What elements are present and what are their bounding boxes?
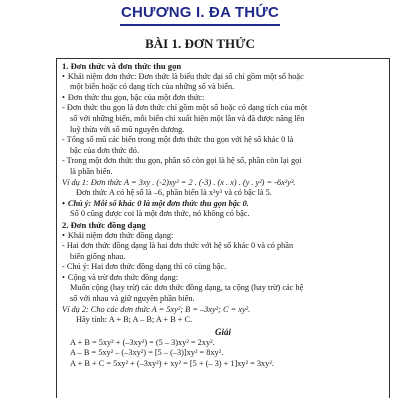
solution-line: A – B = 5xy² – (–3xy²) = [5 – (–3)]xy² = 8xy². bbox=[70, 348, 224, 358]
text-line: - Đơn thức thu gọn là đơn thức chỉ gồm một số hoặc có dạng tích của một bbox=[62, 103, 308, 113]
text-line: một biến hoặc có dạng tích của những số và biến. bbox=[70, 82, 235, 92]
note-line: • Chú ý: Mỗi số khác 0 là một đơn thức thu gọn bậc 0. bbox=[62, 199, 384, 210]
example-2: Ví dụ 2: Cho các đơn thức A = 5xy²; B = –3xy²; C = xy². bbox=[62, 304, 251, 314]
text-line: • Khái niệm đơn thức đồng dạng: bbox=[62, 231, 384, 242]
text-line: - Tổng số mũ các biến trong một đơn thức thu gọn với hệ số khác 0 là bbox=[62, 135, 294, 145]
text-line: bậc của đơn thức đó. bbox=[70, 145, 140, 155]
text-line: số với những biến, mỗi biến chỉ xuất hiện một lần và đã được nâng lên bbox=[70, 113, 305, 123]
text-line: Đơn thức A có hệ số là –6, phần biến là x²y³ và có bậc là 5. bbox=[76, 188, 272, 198]
chapter-title: CHƯƠNG I. ĐA THỨC bbox=[120, 4, 280, 21]
text-line: • Cộng và trừ đơn thức đồng dạng: bbox=[62, 273, 384, 284]
section-2-heading: 2. Đơn thức đồng dạng bbox=[62, 219, 146, 230]
solution-line: A + B + C = 5xy² + (–3xy²) + xy² = [5 + (– 3) + 1]xy² = 3xy². bbox=[70, 359, 274, 369]
lesson-title: BÀI 1. ĐƠN THỨC bbox=[145, 36, 255, 51]
text-line: biến giống nhau. bbox=[70, 251, 126, 261]
example-1: Ví dụ 1: Đơn thức A = 3xy . (-2)xy² = 2 . (-3) . (x . x) . (y . y²) = -6x²y³. bbox=[62, 177, 296, 187]
text-line: - Trong một đơn thức thu gọn, phần số còn gọi là hệ số, phần còn lại gọi bbox=[62, 156, 302, 166]
text-line: Số 0 cũng được coi là một đơn thức, nó không có bậc. bbox=[70, 209, 250, 219]
text-line: số với nhau và giữ nguyên phần biến. bbox=[70, 294, 195, 304]
solution-label: Giải bbox=[214, 326, 231, 337]
text-line: - Chú ý: Hai đơn thức đồng dạng thì có cùng bậc. bbox=[62, 262, 227, 272]
text-line: • Đơn thức thu gọn, bậc của một đơn thức: bbox=[62, 93, 384, 104]
text-line: luỹ thừa với số mũ nguyên dương. bbox=[70, 124, 185, 134]
solution-line: A + B = 5xy² + (–3xy²) = (5 – 3)xy² = 2xy². bbox=[70, 337, 215, 347]
text-line: - Hai đơn thức đồng dạng là hai đơn thức với hệ số khác 0 và có phần bbox=[62, 241, 294, 251]
text-line: • Khái niệm đơn thức: Đơn thức là biểu thức đại số chỉ gồm một số hoặc bbox=[62, 72, 384, 83]
content-box bbox=[56, 58, 390, 398]
section-1-heading: 1. Đơn thức và đơn thức thu gọn bbox=[62, 61, 182, 71]
text-line: là phần biến. bbox=[70, 166, 113, 176]
text-line: Muốn cộng (hay trừ) các đơn thức đồng dạng, ta cộng (hay trừ) các hệ bbox=[70, 283, 304, 293]
text-line: Hãy tính: A + B; A – B; A + B + C. bbox=[76, 315, 193, 325]
chapter-underline bbox=[120, 24, 280, 26]
